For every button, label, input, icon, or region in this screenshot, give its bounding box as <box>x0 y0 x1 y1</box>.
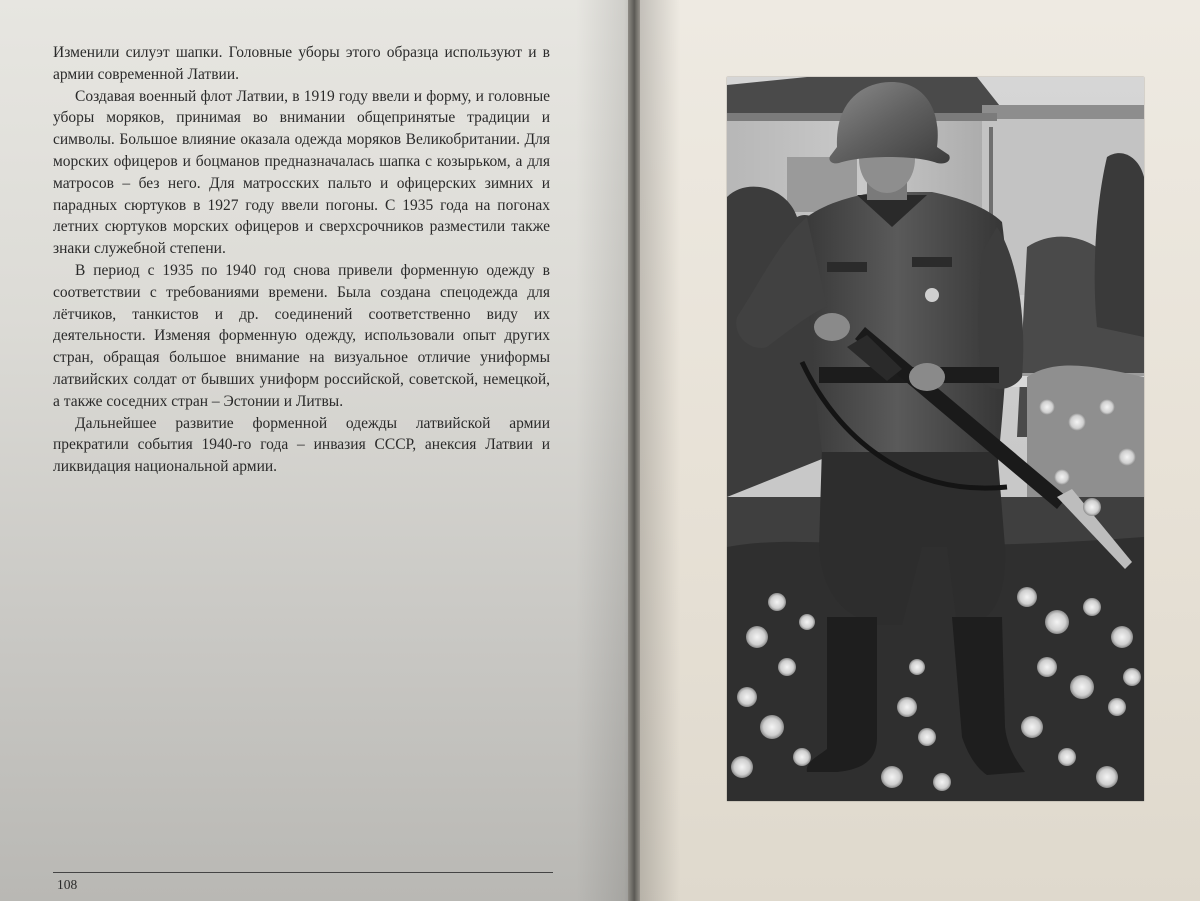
paragraph-4: Дальнейшее развитие форменной одежды латвийской армии прекратили события 1940-го года – инвазия СССР, анексия Латвии и ликвидация национальной армии. <box>53 414 550 476</box>
paragraph-1: Изменили силуэт шапки. Головные уборы этого образца используют и в армии современной Латвии. <box>53 44 550 83</box>
paragraph-2: Создавая военный флот Латвии, в 1919 году ввели и форму, и головные уборы моряков, принимая во внимании общепринятые традиции и символы. Большое влияние оказала одежда моряков Великобритании. Для морских офицеров и боцманов предназначалась шапка с козырьком, а для матросов – без него. Для матросских пальто и офицерских зимних и парадных сюртуков в 1927 году ввели погоны. С 1935 года на погонах летних сюртуков морских офицеров и сверхсрочников разместили также знаки служебной степени. <box>53 87 550 258</box>
paragraph-3: В период с 1935 по 1940 год снова привели форменную одежду в соответствии с требованиями времени. Была создана спецодежда для лётчиков, танкистов и др. соединений соответственно виду их деятельности. Изменяя форменную одежду, использовали опыт других стран, обращая большое внимание на визуальное отличие униформы латвийских солдат от бывших униформ российской, советской, немецкой, а также соседних стран – Эстонии и Литвы. <box>53 261 550 410</box>
body-text <box>53 42 550 478</box>
soldier-photograph <box>727 77 1144 801</box>
footer-rule <box>53 872 553 873</box>
page-number: 108 <box>57 877 78 892</box>
photograph-soldier-with-rifle-icon <box>727 77 1144 801</box>
